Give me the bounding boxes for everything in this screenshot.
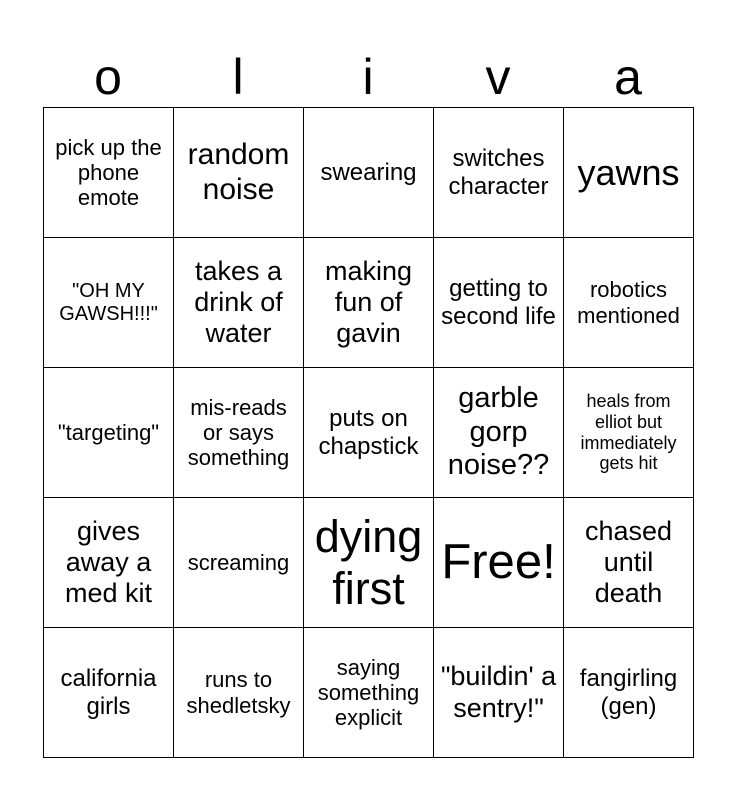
bingo-row xyxy=(44,628,694,758)
bingo-cell[interactable]: "targeting" xyxy=(44,368,174,498)
bingo-cell[interactable]: chased until death xyxy=(564,498,694,628)
bingo-cell[interactable]: pick up the phone emote xyxy=(44,108,174,238)
bingo-cell[interactable]: dying first xyxy=(304,498,434,628)
bingo-row xyxy=(44,108,694,238)
bingo-row xyxy=(44,498,694,628)
free-cell[interactable]: Free! xyxy=(434,498,564,628)
bingo-cell[interactable]: "buildin' a sentry!" xyxy=(434,628,564,758)
header-letter-o: o xyxy=(94,49,122,105)
bingo-cell[interactable]: swearing xyxy=(304,108,434,238)
bingo-cell[interactable]: puts on chapstick xyxy=(304,368,434,498)
header-letter-a: a xyxy=(614,49,642,105)
bingo-cell[interactable]: getting to second life xyxy=(434,238,564,368)
header-letter-v: v xyxy=(485,49,511,105)
bingo-cell[interactable]: making fun of gavin xyxy=(304,238,434,368)
bingo-cell[interactable]: robotics mentioned xyxy=(564,238,694,368)
bingo-cell[interactable]: garble gorp noise?? xyxy=(434,368,564,498)
bingo-grid xyxy=(43,107,694,758)
header-letter-i: i xyxy=(362,49,374,105)
bingo-cell[interactable]: heals from elliot but immediately gets hit xyxy=(564,368,694,498)
bingo-cell[interactable]: yawns xyxy=(564,108,694,238)
bingo-cell[interactable]: screaming xyxy=(174,498,304,628)
bingo-cell[interactable]: runs to shedletsky xyxy=(174,628,304,758)
bingo-row xyxy=(44,238,694,368)
bingo-cell[interactable]: saying something explicit xyxy=(304,628,434,758)
bingo-header xyxy=(43,48,693,106)
bingo-row xyxy=(44,368,694,498)
bingo-cell[interactable]: california girls xyxy=(44,628,174,758)
bingo-cell[interactable]: fangirling (gen) xyxy=(564,628,694,758)
bingo-cell[interactable]: mis-reads or says something xyxy=(174,368,304,498)
bingo-cell[interactable]: takes a drink of water xyxy=(174,238,304,368)
header-letter-l: l xyxy=(232,49,244,105)
bingo-cell[interactable]: gives away a med kit xyxy=(44,498,174,628)
bingo-cell[interactable]: random noise xyxy=(174,108,304,238)
bingo-cell[interactable]: switches character xyxy=(434,108,564,238)
bingo-cell[interactable]: "OH MY GAWSH!!!" xyxy=(44,238,174,368)
